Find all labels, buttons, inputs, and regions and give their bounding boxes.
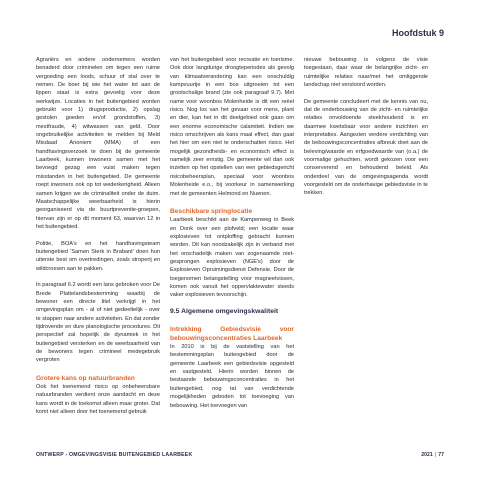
paragraph: Laarbeek beschikt aan de Kampenweg in Beek en Donk over een plofveld; een locatie waar explosieven tot ontploffing gebracht kunnen worden. Dit kan noodzakelijk zijn in verband met het onschadelijk maken van zogenaamde niet-gesprongen explosieven (NGE's) door de Explosieven Opruimingsdienst Defensie. Door de toegenomen belangstelling voor magneetvissen, komen ook vanuit het oppervlaktewater steeds vaker explosieven tevoorschijn. bbox=[170, 217, 294, 299]
paragraph: van het buitengebied voor recreatie en toerisme. Ook door langdurige droogteperiodes als gevolg van klimaatverandering kan een onschuldig kampvuurtje in een bos uitgroeien tot een grootschalige brand (zie ook paragraaf 9.7). Met name voor woonbos Molenheide is dit een reëel risico. Nog los van het gevaar voor mens, plant en dier, kan het in dit deelgebied ook gaan om een enorme economische calamiteit. Indien we risico omschrijven als kans maal effect, dan gaat het hier om een niet te onderschatten risico. Het mogelijk gezondheids- en economisch effect is namelijk zeer ernstig. De gemeente wil dan ook inzetten op het opstellen van een gebiedsgericht risicobeheersplan, speciaal voor woonbos Molenheide e.o., bij voorkeur in samenwerking met de gemeenten Helmond en Nuenen. bbox=[170, 57, 294, 197]
paragraph: In 2010 is bij de vaststelling van het bestemmingsplan buitengebied door de gemeente Laarbeek een gebiedsvisie opgesteld en vastgesteld. Hierin worden binnen de bestaande bebouwingsconcentraties in het buitengebied, nog tal van verdichtende mogelijkheden geboden tot toevoeging van bebouwing. Het toevoegen van bbox=[170, 344, 294, 409]
paragraph: De gemeente concludeert met de kennis van nu, dat de onderbouwing van de zicht- en ruimtelijke relaties onvoldoende steekhoudend is en daarmee kwetsbaar voor andere inzichten en interpretaties. Aangezien verdere verdichting van de bebouwingsconcentraties afbreuk doet aan de beleving/waarde en erfgoedwaarde van (o.a.) de voormalige gehuchten, wordt gekozen voor een conserverend en behoudend beleid. Als onderdeel van de omgevingsagenda wordt voorgesteld om de onderhavige gebiedsvisie in te trekken. bbox=[304, 98, 428, 197]
paragraph: In paragraaf 6.2 wordt een lans gebroken voor De Brede Plattelandsbestemming waarbij de bewoner een directe titel verkrijgt in het omgevingsplan om - al of niet gedeeltelijk - over te stappen naar andere activiteiten. En dat zonder tijdrovende en dure planologische procedures. Dit perspectief zal hopelijk de dynamiek in het buitengebied versterken en de weerbaarheid van de bewoners tegen crimineel medegebruik vergroten bbox=[36, 282, 160, 364]
footer-page-info bbox=[421, 452, 444, 458]
paragraph: Agrariërs en andere ondernemers worden benaderd door criminelen om tegen een ruime vergoeding een loods, schuur of stal over te nemen. De boer bij wie het water tot aan de lippen staat is extra gevoelig voor deze werkwijze. Locaties in het buitengebied worden gebruikt voor 1) drugsproductie, 2) opslag gestolen goeden en/of grondstoffen, 3) mestfraude, 4) witwassen van geld. Door ongebruikelijke activiteiten te melden bij Meld Misdaad Anoniem (MMA) of een handhavingsverzoek te doen bij de gemeente Laarbeek, kunnen inwoners samen met het bevoegd gezag een vuist maken tegen misstanden in het buitengebied. De gemeente roept inwoners ook op tot wederkerigheid. Alleen samen krijgen we de criminaliteit onder de duim. Maatschappelijke weerbaarheid is hierin georganiseerd via de buurtpreventie-groepen, hiervan zijn er op dit moment 63, waarvan 12 in het buitengebied. bbox=[36, 57, 160, 230]
section-heading: Beschikbare springlocatie bbox=[170, 207, 253, 215]
section-heading: Intrekking Gebiedsvisie voor bebouwingsconcentraties Laarbeek bbox=[170, 326, 294, 342]
text-column-2 bbox=[170, 56, 294, 410]
text-column-3 bbox=[304, 56, 428, 198]
page-number: 77 bbox=[438, 452, 444, 458]
chapter-title: Hoofdstuk 9 bbox=[391, 28, 444, 38]
section-heading: Grotere kans op natuurbranden bbox=[36, 374, 135, 382]
footer-document-title: ONTWERP - OMGEVINGSVISIE BUITENGEBIED LAARBEEK bbox=[36, 452, 193, 458]
paragraph: nieuwe bebouwing is volgens de visie toegestaan, daar waar de belangrijke zicht- en ruimtelijke relaties naar/met het omliggende landschap niet verstoord worden. bbox=[304, 57, 428, 89]
footer-year: 2021 bbox=[421, 452, 433, 458]
footer-separator: | bbox=[434, 452, 437, 458]
paragraph: Politie, BOA's en het handhavingsteam buitengebied 'Samen Sterk in Brabant' doen hun uiterste best om overtredingen, zoals stroperij en wildcrossen aan te pakken. bbox=[36, 240, 160, 272]
text-column-1 bbox=[36, 56, 160, 416]
chapter-section-heading: 9.5 Algemene omgevingskwaliteit bbox=[170, 307, 279, 315]
paragraph: Ook het toenemend risico op onbeheersbare natuurbranden verdient onze aandacht en deze kans wordt in de toekomst alleen maar groter. Dat komt niet alleen door het toenemend gebruik bbox=[36, 384, 160, 416]
